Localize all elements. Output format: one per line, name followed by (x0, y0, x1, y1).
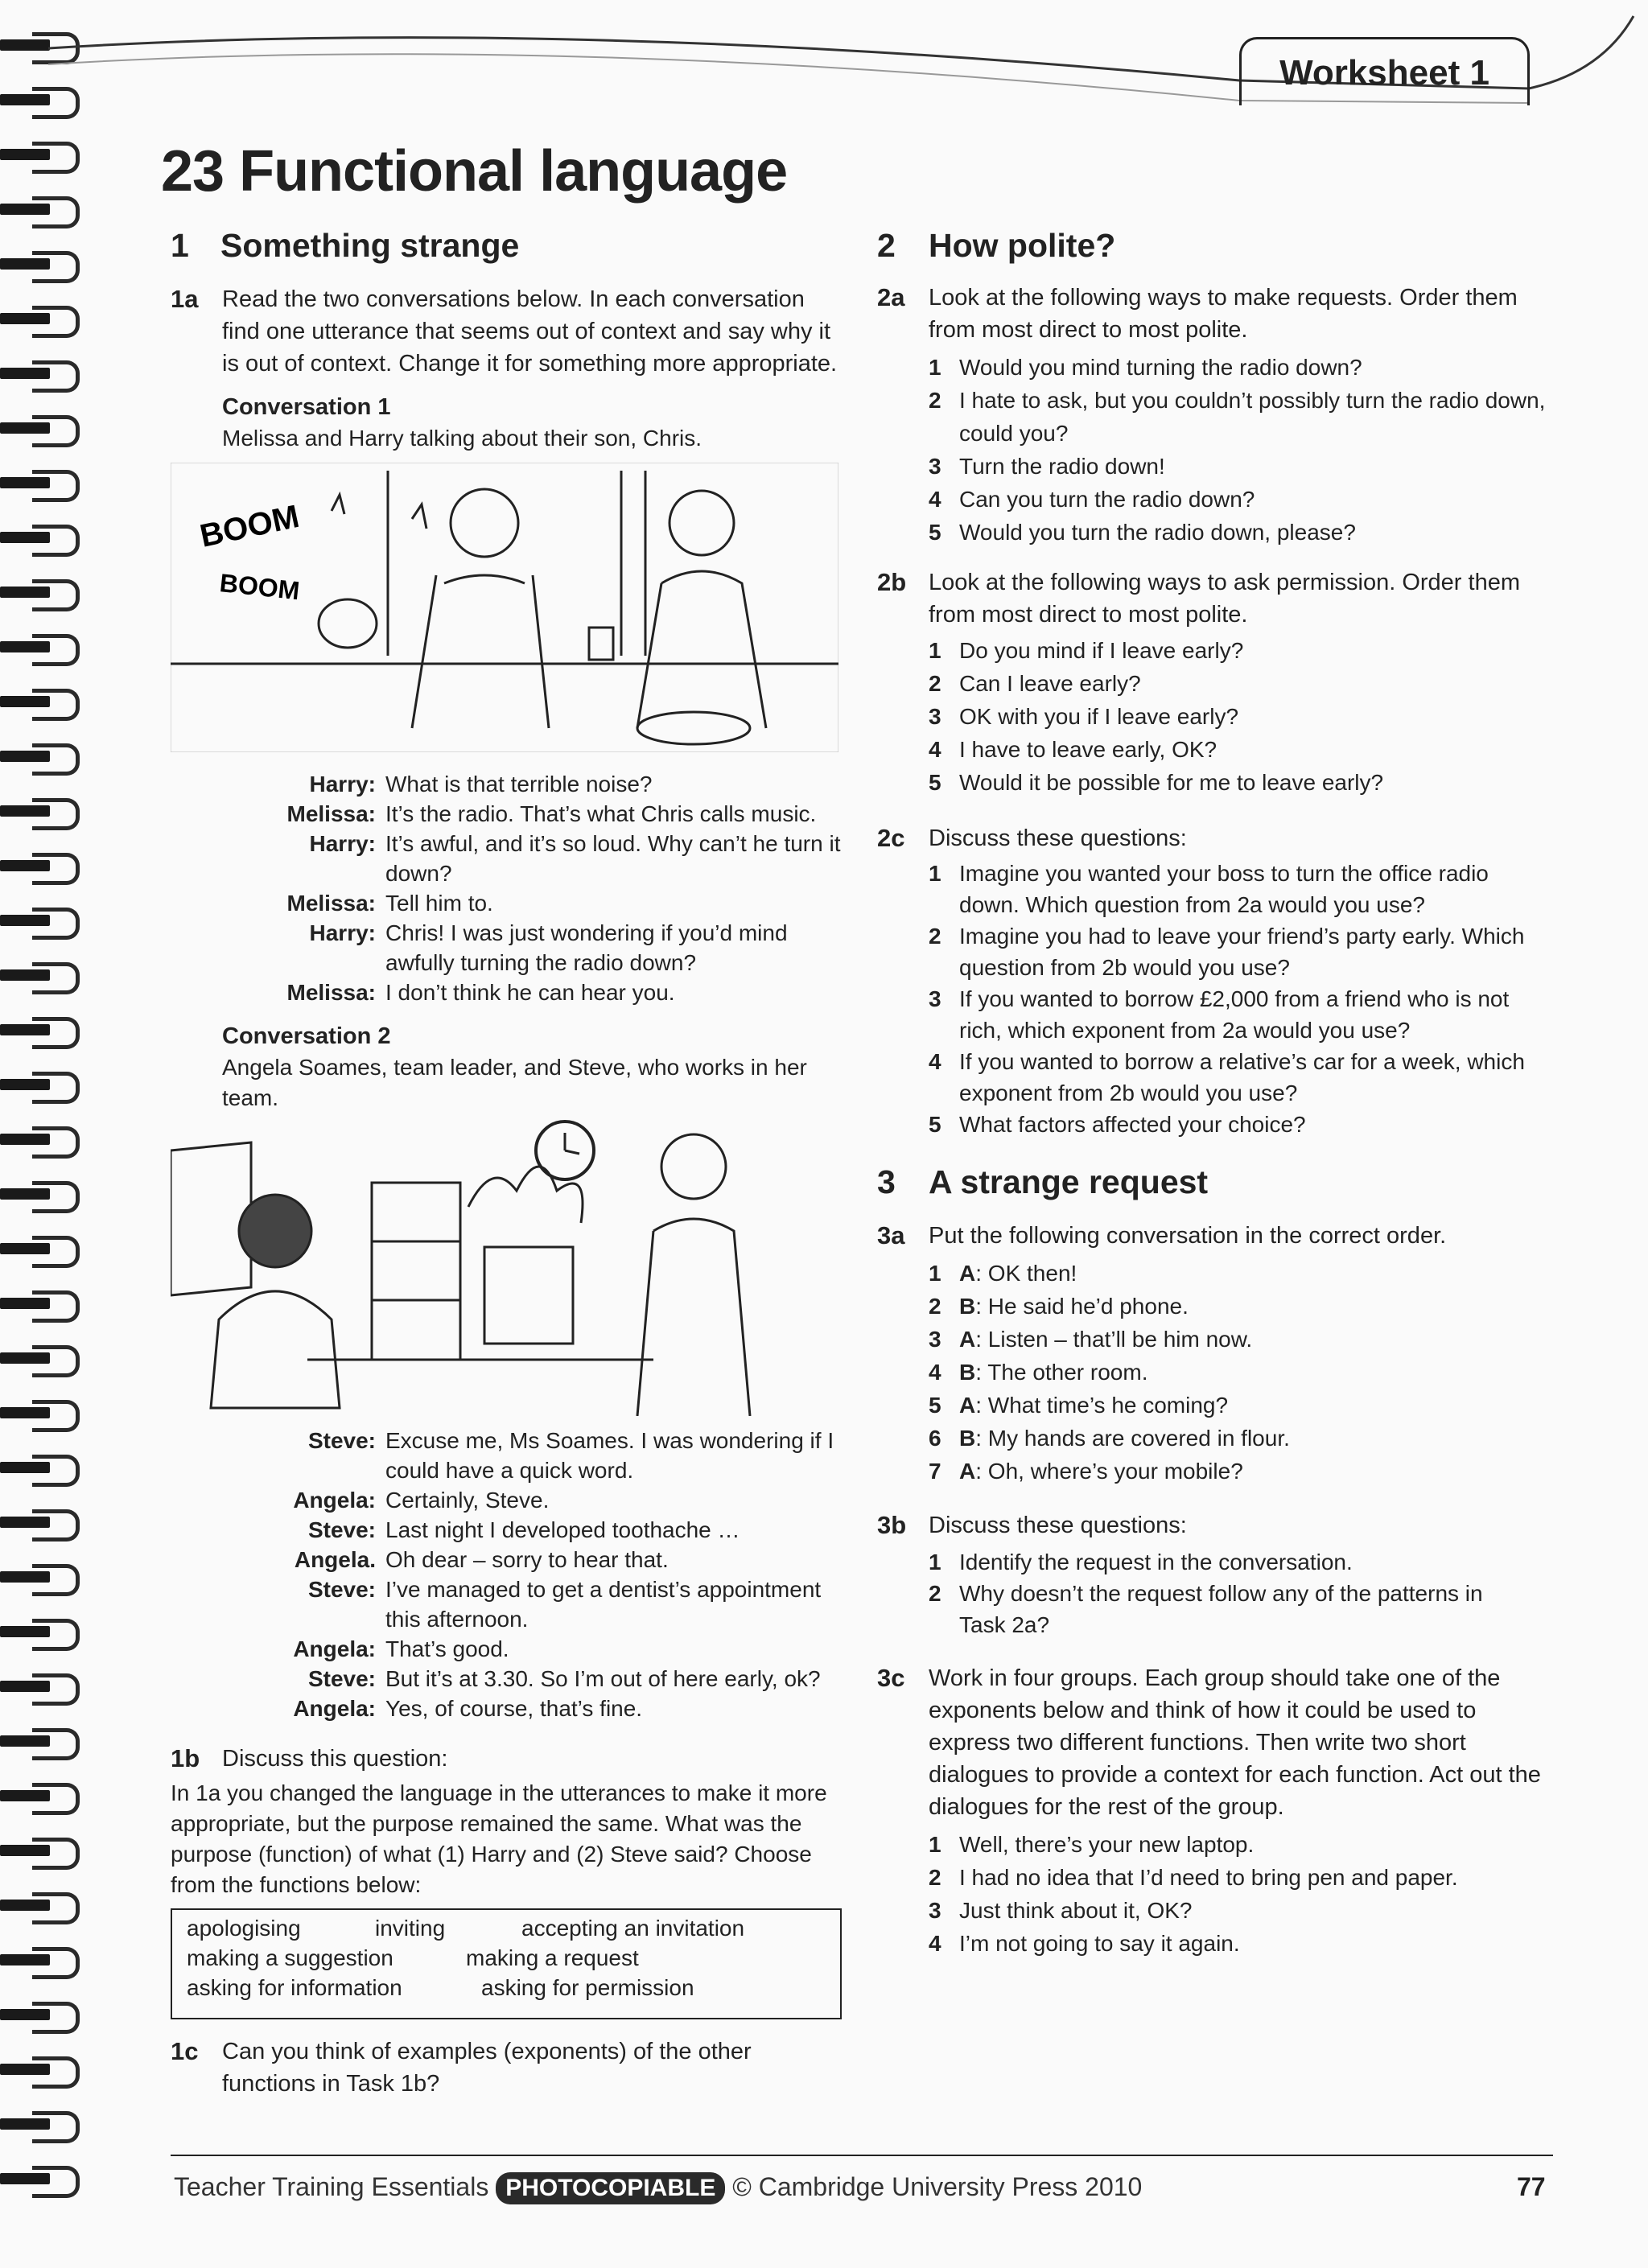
function-item: asking for permission (481, 1975, 694, 2000)
page-number: 77 (1517, 2172, 1546, 2201)
utterance: It’s the radio. That’s what Chris calls music. (385, 801, 817, 826)
utterance: But it’s at 3.30. So I’m out of here early, ok? (385, 1666, 821, 1691)
list-item: 2 I hate to ask, but you couldn’t possibly turn the radio down, could you? (929, 388, 1546, 446)
spiral-ring (0, 853, 80, 880)
list-item: 2 Can I leave early? (929, 671, 1141, 696)
spiral-ring (0, 1619, 80, 1646)
list-item: 1 Would you mind turning the radio down? (929, 355, 1362, 380)
list-item: 4 If you wanted to borrow a relative’s car for a week, which exponent from 2b would you use? (929, 1049, 1525, 1105)
utterance: I’ve managed to get a dentist’s appointment this afternoon. (385, 1577, 822, 1632)
office-illustration (171, 1118, 838, 1416)
spiral-ring (0, 1892, 80, 1920)
boom-text-1: BOOM (196, 498, 303, 554)
spiral-ring (0, 1728, 80, 1756)
speaker: Steve: (307, 1517, 376, 1542)
spiral-ring (0, 251, 80, 278)
spiral-ring (0, 2111, 80, 2138)
conversation-2-subtitle: Angela Soames, team leader, and Steve, who works in her team. (222, 1055, 807, 1110)
task-2c-list (929, 858, 1548, 1140)
spiral-ring (0, 743, 80, 771)
photocopiable-badge: PHOTOCOPIABLE (496, 2172, 725, 2204)
speaker: Melissa: (286, 801, 376, 826)
spiral-ring (0, 1345, 80, 1373)
function-item: making a suggestion (187, 1945, 393, 1970)
spiral-ring (0, 525, 80, 552)
spiral-ring (0, 415, 80, 442)
spiral-ring (0, 962, 80, 990)
list-item: 5 A: What time’s he coming? (929, 1393, 1229, 1418)
footer-rule (171, 2155, 1553, 2156)
speaker: Harry: (309, 920, 376, 945)
task-3b-list (929, 1546, 1524, 1640)
list-item: 6 B: My hands are covered in flour. (929, 1426, 1290, 1451)
list-item: 2 Why doesn’t the request follow any of the patterns in Task 2a? (929, 1581, 1483, 1637)
list-item: 3 OK with you if I leave early? (929, 704, 1239, 729)
spiral-ring (0, 1236, 80, 1263)
function-item: asking for information (187, 1975, 402, 2000)
task-2b: 2b Look at the following ways to ask permission. Order them from most direct to most polite. (877, 568, 1520, 628)
spiral-ring (0, 2002, 80, 2029)
spiral-ring (0, 1673, 80, 1701)
utterance: Last night I developed toothache … (385, 1517, 740, 1542)
list-item: 1 Identify the request in the conversation. (929, 1550, 1353, 1574)
utterance: Tell him to. (385, 891, 493, 916)
section-3-heading: 3 A strange request (877, 1163, 1209, 1200)
spiral-ring (0, 1455, 80, 1482)
spiral-ring (0, 306, 80, 333)
task-2a: 2a Look at the following ways to make requests. Order them from most direct to most polite. (877, 283, 1518, 343)
list-item: 2 B: He said he’d phone. (929, 1294, 1189, 1319)
utterance: What is that terrible noise? (385, 772, 653, 796)
utterance: Chris! I was just wondering if you’d mind awfully turning the radio down? (385, 920, 788, 975)
list-item: 3 Turn the radio down! (929, 454, 1165, 479)
spiral-ring (0, 1838, 80, 1865)
utterance: Yes, of course, that’s fine. (385, 1696, 643, 1721)
spiral-ring (0, 1126, 80, 1154)
page-title: 23 Functional language (161, 139, 788, 204)
speaker: Angela: (293, 1696, 376, 1721)
spiral-ring (0, 360, 80, 388)
functions-box (171, 1908, 842, 2019)
speaker: Harry: (309, 831, 376, 856)
section-2-heading: 2 How polite? (877, 227, 1116, 264)
speaker: Harry: (309, 772, 376, 796)
speaker: Steve: (307, 1666, 376, 1691)
list-item: 4 I’m not going to say it again. (929, 1931, 1240, 1956)
spiral-ring (0, 1783, 80, 1810)
spiral-ring (0, 689, 80, 716)
spiral-ring (0, 2166, 80, 2193)
function-item: making a request (466, 1945, 639, 1970)
worksheet-tab: Worksheet 1 (1239, 37, 1530, 105)
utterance: Oh dear – sorry to hear that. (385, 1547, 669, 1572)
spiral-binding (0, 32, 89, 2237)
spiral-ring (0, 798, 80, 825)
spiral-ring (0, 2056, 80, 2084)
spiral-ring (0, 1290, 80, 1318)
spiral-ring (0, 908, 80, 935)
spiral-ring (0, 1509, 80, 1537)
spiral-ring (0, 1947, 80, 1974)
speaker: Melissa: (286, 891, 376, 916)
spiral-ring (0, 196, 80, 224)
task-1b: 1b Discuss this question: (171, 1744, 448, 1772)
spiral-ring (0, 1181, 80, 1208)
list-item: 2 I had no idea that I’d need to bring pen and paper. (929, 1865, 1458, 1890)
section-1-heading: 1 Something strange (171, 227, 520, 264)
spiral-ring (0, 579, 80, 607)
list-item: 1 Well, there’s your new laptop. (929, 1832, 1255, 1857)
task-2c: 2c Discuss these questions: (877, 824, 1187, 852)
function-item: inviting (375, 1916, 446, 1941)
conversation-1-title: Conversation 1 (222, 394, 391, 420)
task-3c-list (929, 1828, 1548, 1960)
conversation-1-subtitle: Melissa and Harry talking about their son, Chris. (222, 426, 702, 451)
utterance: Excuse me, Ms Soames. I was wondering if I could have a quick word. (385, 1428, 834, 1483)
spiral-ring (0, 470, 80, 497)
list-item: 3 Just think about it, OK? (929, 1898, 1193, 1923)
footer-text (174, 2172, 1142, 2204)
spiral-ring (0, 634, 80, 661)
list-item: 5 Would you turn the radio down, please? (929, 520, 1356, 545)
speaker: Steve: (307, 1577, 376, 1602)
task-3c: 3c Work in four groups. Each group should take one of the exponents below and think of how it could be used to express two different functions. Then write two short dialogues to provide a context for each function. Act out the dialogues for the rest of the group. (877, 1664, 1541, 1820)
task-1b-body: In 1a you changed the language in the utterances to make it more appropriate, but the purpose remained the same. What was the purpose (function) of what (1) Harry and (2) Steve said? Choose from the functions below: (171, 1780, 827, 1897)
utterance: That’s good. (385, 1636, 509, 1661)
spiral-ring (0, 1017, 80, 1044)
speaker: Angela: (293, 1488, 376, 1513)
list-item: 5 Would it be possible for me to leave early? (929, 770, 1384, 795)
speaker: Angela: (293, 1636, 376, 1661)
task-2a-list (929, 351, 1548, 549)
speaker: Steve: (307, 1428, 376, 1453)
boom-text-2: BOOM (218, 568, 302, 606)
function-item: accepting an invitation (521, 1916, 745, 1941)
spiral-ring (0, 1564, 80, 1591)
task-3b: 3b Discuss these questions: (877, 1511, 1187, 1539)
speaker: Melissa: (286, 980, 376, 1005)
task-1c: 1c Can you think of examples (exponents) of the other functions in Task 1b? (171, 2037, 752, 2097)
conversation-2-dialogue (171, 1426, 847, 1723)
footer-copyright: © Cambridge University Press 2010 (732, 2172, 1143, 2201)
spiral-ring (0, 142, 80, 169)
list-item: 3 If you wanted to borrow £2,000 from a friend who is not rich, which exponent from 2a would you use? (929, 986, 1510, 1043)
list-item: 7 A: Oh, where’s your mobile? (929, 1459, 1243, 1484)
list-item: 4 Can you turn the radio down? (929, 487, 1255, 512)
kitchen-illustration (171, 463, 838, 752)
spiral-ring (0, 1072, 80, 1099)
list-item: 4 I have to leave early, OK? (929, 737, 1217, 762)
list-item: 2 Imagine you had to leave your friend’s party early. Which question from 2b would you use? (929, 924, 1525, 980)
speaker: Angela. (294, 1547, 376, 1572)
spiral-ring (0, 1400, 80, 1427)
task-3a-list (929, 1257, 1548, 1488)
list-item: 3 A: Listen – that’ll be him now. (929, 1327, 1253, 1352)
function-item: apologising (187, 1916, 301, 1941)
task-1a: 1a Read the two conversations below. In each conversation find one utterance that seems out of context and say why it is out of context. Change it for something more appropriate. (171, 285, 838, 377)
conversation-2-title: Conversation 2 (222, 1023, 391, 1049)
utterance: Certainly, Steve. (385, 1488, 550, 1513)
list-item: 1 Do you mind if I leave early? (929, 638, 1244, 663)
conversation-1-dialogue (171, 769, 847, 1007)
task-3a: 3a Put the following conversation in the correct order. (877, 1221, 1447, 1249)
list-item: 4 B: The other room. (929, 1360, 1148, 1385)
task-2b-list (929, 634, 1548, 799)
utterance: It’s awful, and it’s so loud. Why can’t he turn it down? (385, 831, 841, 886)
list-item: 1 A: OK then! (929, 1261, 1077, 1286)
list-item: 1 Imagine you wanted your boss to turn the office radio down. Which question from 2a would you use? (929, 861, 1489, 917)
list-item: 5 What factors affected your choice? (929, 1112, 1306, 1137)
footer-series: Teacher Training Essentials (174, 2172, 489, 2201)
utterance: I don’t think he can hear you. (385, 980, 675, 1005)
